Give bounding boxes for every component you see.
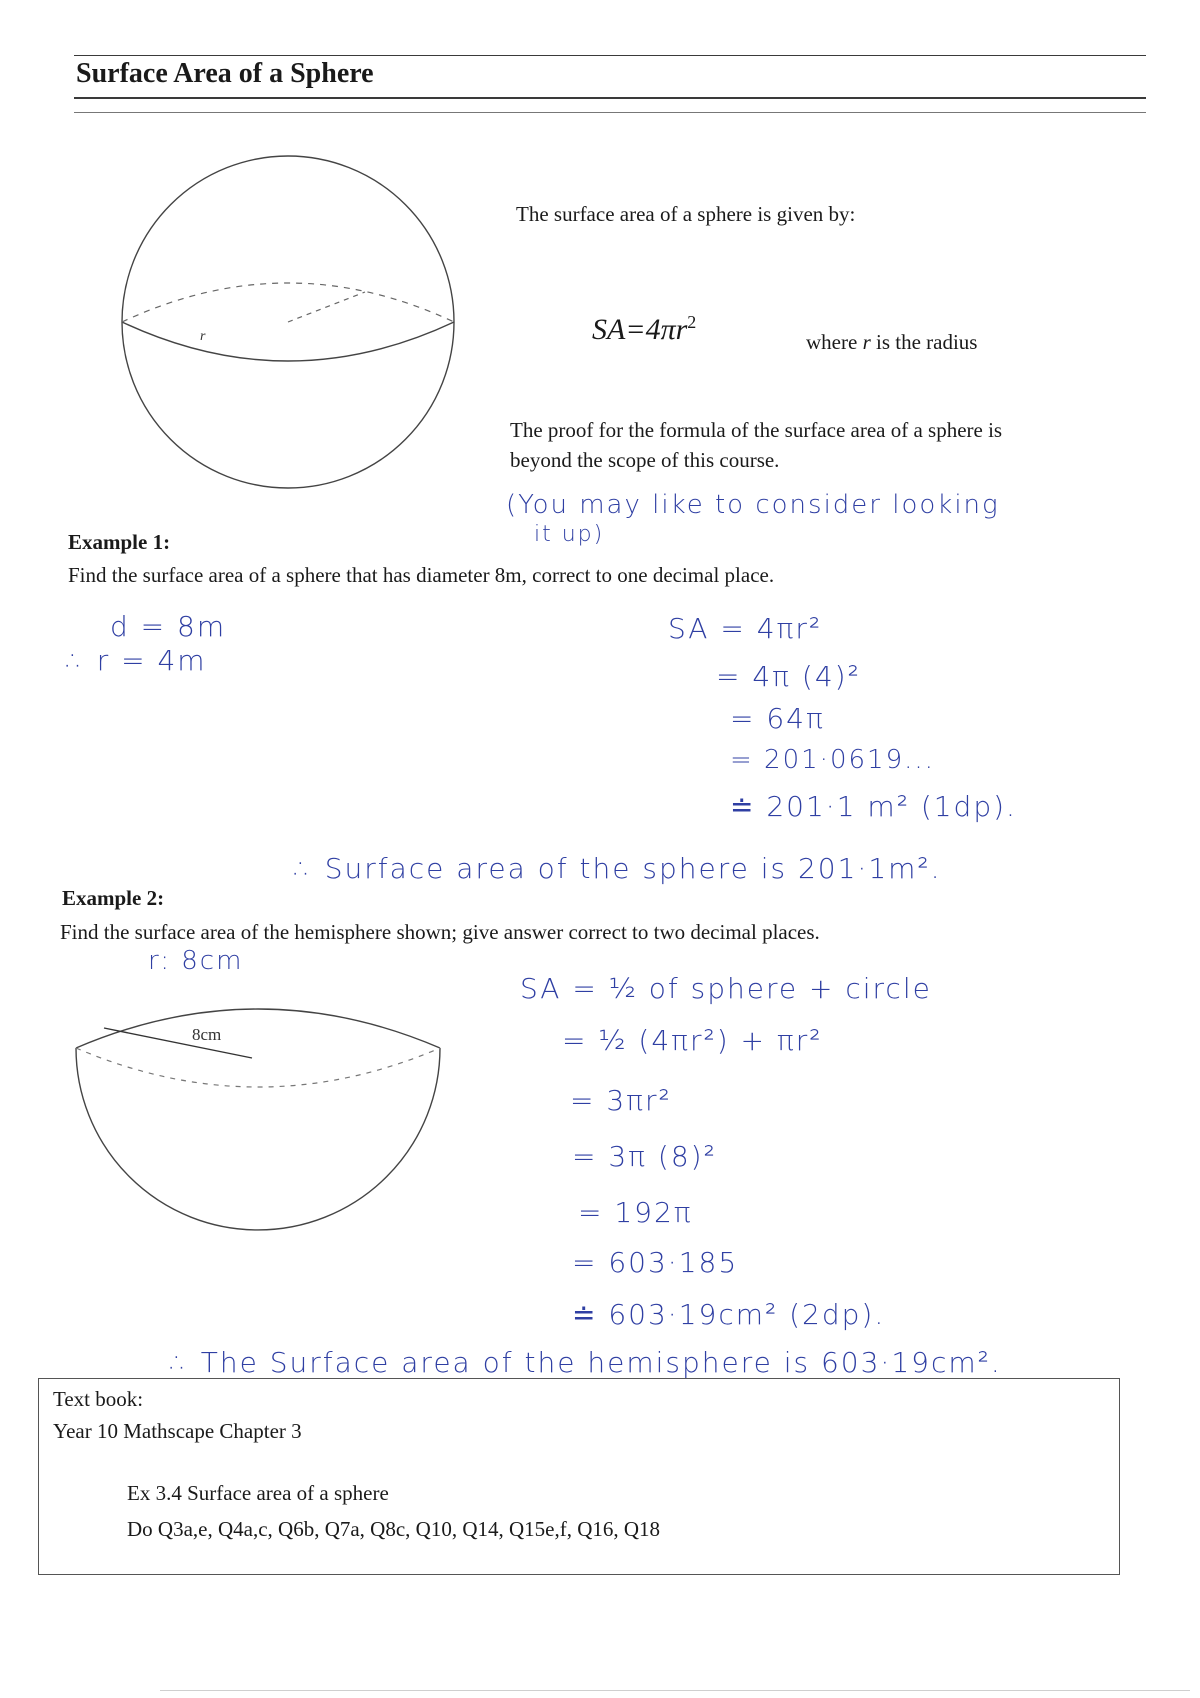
header-rule-bottom <box>74 97 1146 99</box>
header-rule-bottom-2 <box>74 112 1146 113</box>
page-title: Surface Area of a Sphere <box>76 58 374 89</box>
example2-working-4: = 3π (8)² <box>572 1140 717 1173</box>
sphere-equator-back <box>122 283 454 322</box>
example2-working-1: SA = ½ of sphere + circle <box>520 972 932 1005</box>
textbook-label: Text book: <box>53 1387 144 1411</box>
header-rule-top <box>74 55 1146 56</box>
textbook-questions: Do Q3a,e, Q4a,c, Q6b, Q7a, Q8c, Q10, Q14, Q15e,f, Q16, Q18 <box>127 1517 661 1541</box>
scan-edge-line <box>160 1690 1190 1691</box>
example2-question: Find the surface area of the hemisphere shown; give answer correct to two decimal places. <box>60 920 820 944</box>
hemisphere-radius-line <box>104 1028 252 1058</box>
example1-given-radius: ∴ r = 4m <box>66 644 207 677</box>
example1-working-3: = 64π <box>730 702 825 735</box>
textbook-book: Year 10 Mathscape Chapter 3 <box>53 1419 302 1443</box>
example2-heading: Example 2: <box>62 886 165 910</box>
sphere-diagram <box>110 160 450 480</box>
example2-working-3: = 3πr² <box>570 1084 672 1117</box>
example2-given-radius: r: 8cm <box>148 946 244 976</box>
example2-conclusion: ∴ The Surface area of the hemisphere is 603·19cm². <box>170 1346 1002 1379</box>
radius-note-prefix: where <box>806 330 858 354</box>
radius-note-suffix: is the radius <box>876 330 978 354</box>
example1-conclusion: ∴ Surface area of the sphere is 201·1m². <box>294 852 942 885</box>
textbook-box <box>38 1378 1120 1575</box>
example1-working-1: SA = 4πr² <box>668 612 823 645</box>
handwritten-note-1: (You may like to consider looking <box>506 490 1000 520</box>
hemisphere-diagram <box>74 990 444 1250</box>
example2-working-5: = 192π <box>578 1196 693 1229</box>
hemisphere-radius-label: 8cm <box>192 1025 222 1044</box>
sphere-radius-label: r <box>200 329 206 344</box>
example2-working-7: ≐ 603·19cm² (2dp). <box>572 1298 886 1331</box>
sa-formula-base: SA=4πr <box>592 313 688 346</box>
example1-working-5: ≐ 201·1 m² (1dp). <box>730 790 1017 823</box>
hemisphere-outline <box>76 1048 440 1230</box>
example1-working-2: = 4π (4)² <box>716 660 861 693</box>
hemisphere-rim-back <box>76 1009 440 1048</box>
example1-given-diameter: d = 8m <box>110 610 227 643</box>
hemisphere-rim-front <box>76 1048 440 1087</box>
example1-heading: Example 1: <box>68 530 171 554</box>
example2-working-6: = 603·185 <box>572 1246 739 1279</box>
sa-given-by: The surface area of a sphere is given by: <box>516 202 856 226</box>
radius-note <box>806 330 977 355</box>
proof-line-1: The proof for the formula of the surface area of a sphere is <box>510 418 1003 442</box>
radius-note-var: r <box>862 330 871 354</box>
sa-formula-exponent: 2 <box>687 312 697 332</box>
sa-formula <box>592 312 696 347</box>
example1-question: Find the surface area of a sphere that has diameter 8m, correct to one decimal place. <box>68 563 775 587</box>
proof-line-2: beyond the scope of this course. <box>510 448 780 472</box>
example1-working-4: = 201·0619... <box>730 745 935 775</box>
sphere-radius-line <box>288 292 365 322</box>
example2-working-2: = ½ (4πr²) + πr² <box>562 1024 823 1057</box>
textbook-exercise: Ex 3.4 Surface area of a sphere <box>127 1481 389 1505</box>
sphere-equator-front <box>122 322 454 361</box>
handwritten-note-2: it up) <box>534 522 605 547</box>
